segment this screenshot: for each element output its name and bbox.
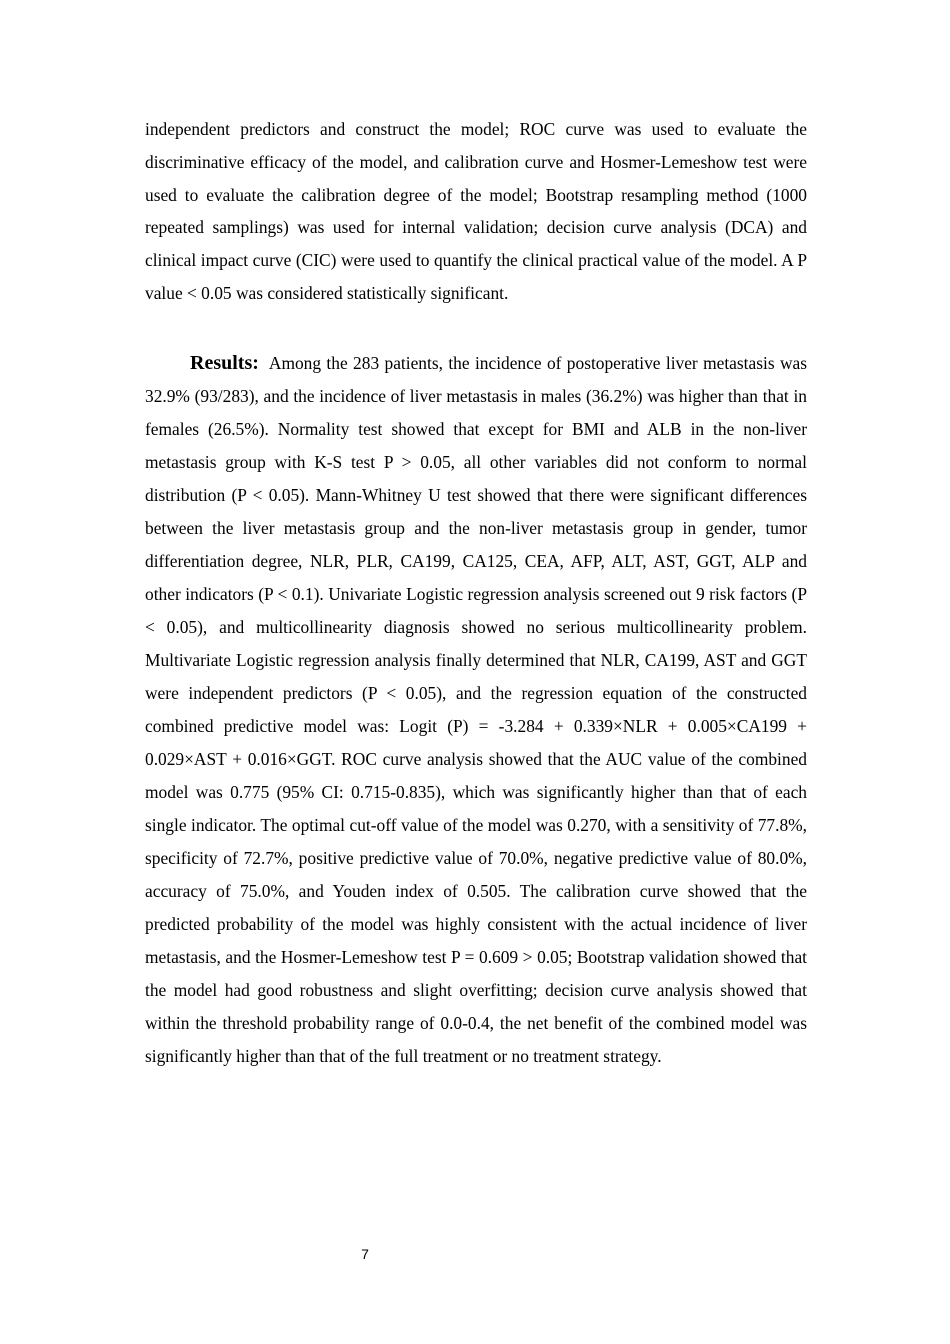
results-text: Among the 283 patients, the incidence of postoperative liver metastasis was 32.9% (93/283), and the incidence of liver metastasis in males (36.2%) was higher than that in females (26.5%). Normality test showed that except for BMI and ALB in the non-liver metastasis group with K-S test P > 0.05, all other variables did not conform to normal distribution (P < 0.05). Mann-Whitney U test showed that there were significant differences between the liver metastasis group and the non-liver metastasis group in gender, tumor differentiation degree, NLR, PLR, CA199, CA125, CEA, AFP, ALT, AST, GGT, ALP and other indicators (P < 0.1). Univariate Logistic regression analysis screened out 9 risk factors (P < 0.05), and multicollinearity diagnosis showed no serious multicollinearity problem. Multivariate Logistic regression analysis finally determined that NLR, CA199, AST and GGT were independent predictors (P < 0.05), and the regression equation of the constructed combined predictive model was: Logit (P) = -3.284 + 0.339×NLR + 0.005×CA199 + 0.029×AST + 0.016×GGT. ROC curve analysis showed that the AUC value of the combined model was 0.775 (95% CI: 0.715-0.835), which was significantly higher than that of each single indicator. The optimal cut-off value of the model was 0.270, with a sensitivity of 77.8%, specificity of 72.7%, positive predictive value of 70.0%, negative predictive value of 80.0%, accuracy of 75.0%, and Youden index of 0.505. The calibration curve showed that the predicted probability of the model was highly consistent with the actual incidence of liver metastasis, and the Hosmer-Lemeshow test P = 0.609 > 0.05; Bootstrap validation showed that the model had good robustness and slight overfitting; decision curve analysis showed that within the threshold probability range of 0.0-0.4, the net benefit of the combined model was significantly higher than that of the full treatment or no treatment strategy.: [145, 353, 807, 1066]
page-number: 7: [361, 1246, 369, 1262]
results-heading: Results:: [190, 352, 259, 374]
methods-paragraph: independent predictors and construct the model; ROC curve was used to evaluate the discriminative efficacy of the model, and calibration curve and Hosmer-Lemeshow test were used to evaluate the calibration degree of the model; Bootstrap resampling method (1000 repeated samplings) was used for internal validation; decision curve analysis (DCA) and clinical impact curve (CIC) were used to quantify the clinical practical value of the model. A P value < 0.05 was considered statistically significant.: [145, 119, 807, 303]
results-paragraph: [145, 347, 807, 1073]
